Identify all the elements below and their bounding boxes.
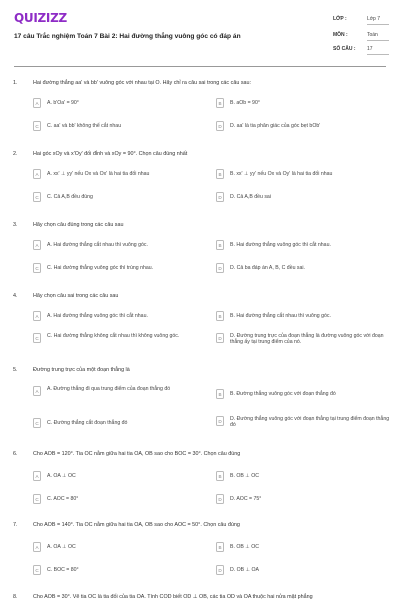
question-number: 8. — [13, 594, 18, 600]
option-text: C. Đường thẳng cắt đoạn thẳng đó — [47, 420, 128, 426]
option-letter-badge: D — [216, 263, 224, 273]
question-text: Hãy chọn câu đúng trong các câu sau — [33, 222, 124, 228]
question-text: Cho AOB = 140°. Tia OC nằm giữa hai tia OA, OB sao cho AOC = 50°. Chọn câu đúng — [33, 522, 240, 528]
option-text: D. Cả ba đáp án A, B, C đều sai. — [230, 265, 305, 271]
option-text: C. Hai đường thẳng không cắt nhau thì không vuông góc. — [47, 333, 180, 339]
option-letter-badge: B — [216, 542, 224, 552]
question-number: 1. — [13, 80, 18, 86]
question-number: 5. — [13, 367, 18, 373]
option-text: A. OA ⊥ OC — [47, 473, 76, 479]
option-text: C. AOC = 80° — [47, 496, 79, 502]
option-text: B. xx' ⊥ yy' nếu Ox và Oy' là hai tia đối nhau — [230, 171, 333, 177]
option-letter-badge: D — [216, 333, 224, 343]
option-letter-badge: B — [216, 240, 224, 250]
option-letter-badge: B — [216, 311, 224, 321]
meta-value: Lớp 7 — [367, 16, 381, 22]
question-number: 7. — [13, 522, 18, 528]
meta-label: LỚP : — [333, 16, 347, 22]
meta-label: MÔN : — [333, 32, 348, 38]
option-letter-badge: A — [33, 542, 41, 552]
question-number: 2. — [13, 151, 18, 157]
question-number: 4. — [13, 293, 18, 299]
option-text: C. Hai đường thẳng vuông góc thì trùng nhau. — [47, 265, 154, 271]
quizizz-logo: QUIZIZZ — [14, 11, 67, 25]
option-text: C. Cả A,B đều đúng — [47, 194, 93, 200]
option-letter-badge: C — [33, 418, 41, 428]
option-text: A. b'Oa' = 90° — [47, 100, 79, 106]
question-text: Cho AOB = 120°. Tia OC nằm giữa hai tia OA, OB sao cho BOC = 30°. Chọn câu đúng — [33, 451, 241, 457]
question-text: Hãy chọn câu sai trong các câu sau — [33, 293, 119, 299]
option-text: C. aa' và bb' không thể cắt nhau — [47, 123, 122, 129]
question-text: Hai đường thẳng aa' và bb' vuông góc với nhau tại O. Hãy chỉ ra câu sai trong các câu sau: — [33, 80, 252, 86]
option-letter-badge: C — [33, 494, 41, 504]
option-text: D. aa' là tia phân giác của góc bẹt bOb' — [230, 123, 321, 129]
page-title: 17 câu Trắc nghiệm Toán 7 Bài 2: Hai đường thẳng vuông góc có đáp án — [14, 33, 241, 40]
option-text: B. Đường thẳng vuông góc với đoạn thẳng đó — [230, 391, 336, 397]
option-text: D. Đường trung trực của đoạn thẳng là đường vuông góc với đoạn thẳng ấy tại trung điểm của nó. — [230, 333, 384, 345]
question-number: 3. — [13, 222, 18, 228]
header-divider — [14, 66, 386, 67]
meta-underline — [367, 54, 389, 55]
option-letter-badge: D — [216, 121, 224, 131]
option-letter-badge: D — [216, 416, 224, 426]
option-letter-badge: C — [33, 263, 41, 273]
option-text: D. AOC = 75° — [230, 496, 262, 502]
option-text: D. OB ⊥ OA — [230, 567, 260, 573]
option-text: A. Đường thẳng đi qua trung điểm của đoạn thẳng đó — [47, 386, 171, 392]
worksheet-header — [0, 0, 400, 62]
option-text: B. aOb = 90° — [230, 100, 260, 106]
option-text: B. OB ⊥ OC — [230, 473, 260, 479]
option-letter-badge: B — [216, 98, 224, 108]
option-letter-badge: C — [33, 565, 41, 575]
option-text: A. Hai đường thẳng vuông góc thì cắt nhau. — [47, 313, 148, 319]
option-letter-badge: D — [216, 192, 224, 202]
option-letter-badge: D — [216, 565, 224, 575]
meta-underline — [367, 40, 389, 41]
option-letter-badge: C — [33, 333, 41, 343]
option-letter-badge: D — [216, 494, 224, 504]
option-letter-badge: A — [33, 386, 41, 396]
option-letter-badge: A — [33, 471, 41, 481]
question-text: Đường trung trực của một đoạn thẳng là — [33, 367, 130, 373]
option-text: A. Hai đường thẳng cắt nhau thì vuông góc. — [47, 242, 148, 248]
option-text: D. Cả A,B đều sai — [230, 194, 271, 200]
option-letter-badge: B — [216, 169, 224, 179]
option-text: B. OB ⊥ OC — [230, 544, 260, 550]
option-letter-badge: A — [33, 98, 41, 108]
option-letter-badge: A — [33, 311, 41, 321]
option-text: A. OA ⊥ OC — [47, 544, 76, 550]
option-text: D. Đường thẳng vuông góc với đoạn thẳng tại trung điểm đoạn thẳng đó — [230, 416, 390, 428]
meta-value: 17 — [367, 46, 373, 52]
meta-underline — [367, 24, 389, 25]
question-text: Cho AOB = 30°. Vẽ tia OC là tia đối của tia OA. Tính COD biết OD ⊥ OB, các tia OD và OA thuộc hai nửa mặt phẳng — [33, 594, 313, 600]
option-letter-badge: B — [216, 471, 224, 481]
option-text: A. xx' ⊥ yy' nếu Ox và Ox' là hai tia đối nhau — [47, 171, 150, 177]
option-text: B. Hai đường thẳng cắt nhau thì vuông góc. — [230, 313, 331, 319]
option-text: C. BOC = 80° — [47, 567, 79, 573]
option-letter-badge: A — [33, 169, 41, 179]
option-letter-badge: B — [216, 389, 224, 399]
option-letter-badge: C — [33, 121, 41, 131]
option-text: B. Hai đường thẳng vuông góc thì cắt nhau. — [230, 242, 331, 248]
option-letter-badge: A — [33, 240, 41, 250]
meta-value: Toán — [367, 32, 378, 38]
meta-label: SỐ CÂU : — [333, 46, 356, 52]
question-text: Hai góc xOy và x'Oy' đối đỉnh và xOy = 90°. Chọn câu đúng nhất — [33, 151, 188, 157]
question-number: 6. — [13, 451, 18, 457]
option-letter-badge: C — [33, 192, 41, 202]
